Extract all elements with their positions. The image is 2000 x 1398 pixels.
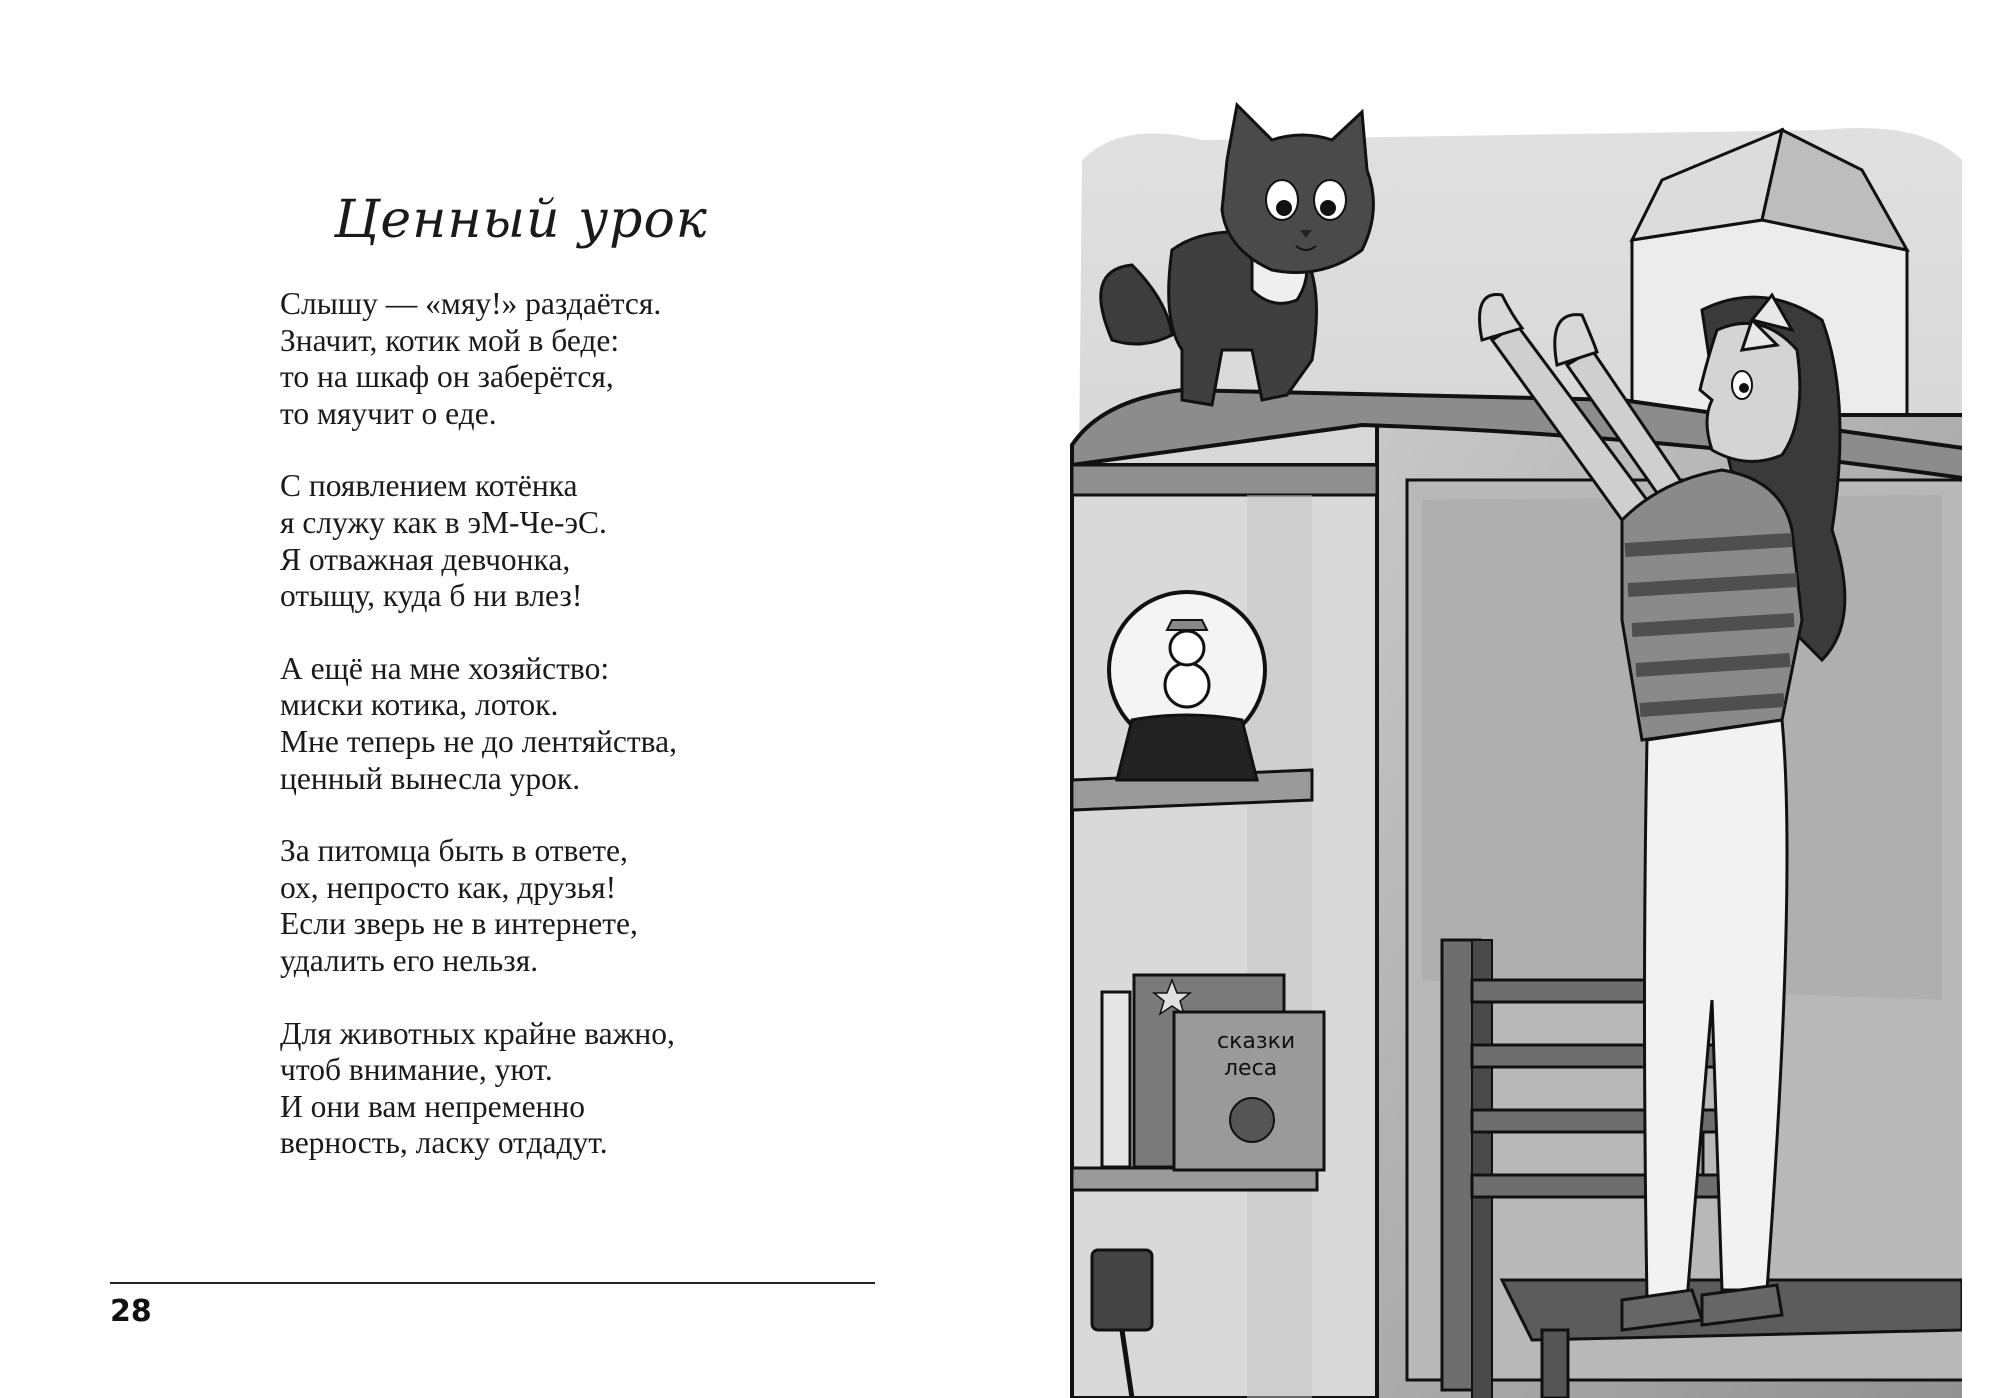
poem-line: то на шкаф он заберётся, bbox=[280, 359, 614, 395]
poem-line: миски котика, лоток. bbox=[280, 687, 559, 723]
poem-line: Мне теперь не до лентяйства, bbox=[280, 723, 677, 759]
poem-body bbox=[280, 286, 800, 1198]
poem-line: удалить его нельзя. bbox=[280, 942, 539, 978]
poem-line: отыщу, куда б ни влез! bbox=[280, 578, 583, 614]
stanza-5 bbox=[280, 1016, 800, 1162]
poem-line: Значит, котик мой в беде: bbox=[280, 322, 620, 358]
poem-line: ох, непросто как, друзья! bbox=[280, 869, 617, 905]
poem-line: С появлением котёнка bbox=[280, 468, 578, 504]
poem-title: Ценный урок bbox=[334, 190, 708, 250]
poem-line: Если зверь не в интернете, bbox=[280, 906, 638, 942]
stanza-1 bbox=[280, 286, 800, 432]
poem-line: И они вам непременно bbox=[280, 1088, 586, 1124]
snow-globe bbox=[1109, 592, 1265, 780]
stanza-4 bbox=[280, 833, 800, 979]
stanza-3 bbox=[280, 651, 800, 797]
poem-line: А ещё на мне хозяйство: bbox=[280, 650, 610, 686]
poem-line: За питомца быть в ответе, bbox=[280, 833, 628, 869]
poem-line: я служу как в эМ-Че-эС. bbox=[280, 504, 607, 540]
poem-line: верность, ласку отдадут. bbox=[280, 1125, 608, 1161]
illustration bbox=[1062, 100, 1962, 1398]
poem-line: чтоб внимание, уют. bbox=[280, 1052, 553, 1088]
page-number: 28 bbox=[110, 1294, 152, 1329]
book-title-line1: сказки bbox=[1217, 1029, 1296, 1054]
poem-line: Я отважная девчонка, bbox=[280, 541, 571, 577]
footer-rule bbox=[110, 1282, 875, 1284]
poem-line: Для животных крайне важно, bbox=[280, 1015, 675, 1051]
poem-line: то мяучит о еде. bbox=[280, 395, 497, 431]
book-title-line2: леса bbox=[1224, 1056, 1278, 1081]
poem-line: Слышу — «мяу!» раздаётся. bbox=[280, 286, 662, 321]
poem-line: ценный вынесла урок. bbox=[280, 760, 581, 796]
stanza-2 bbox=[280, 468, 800, 614]
